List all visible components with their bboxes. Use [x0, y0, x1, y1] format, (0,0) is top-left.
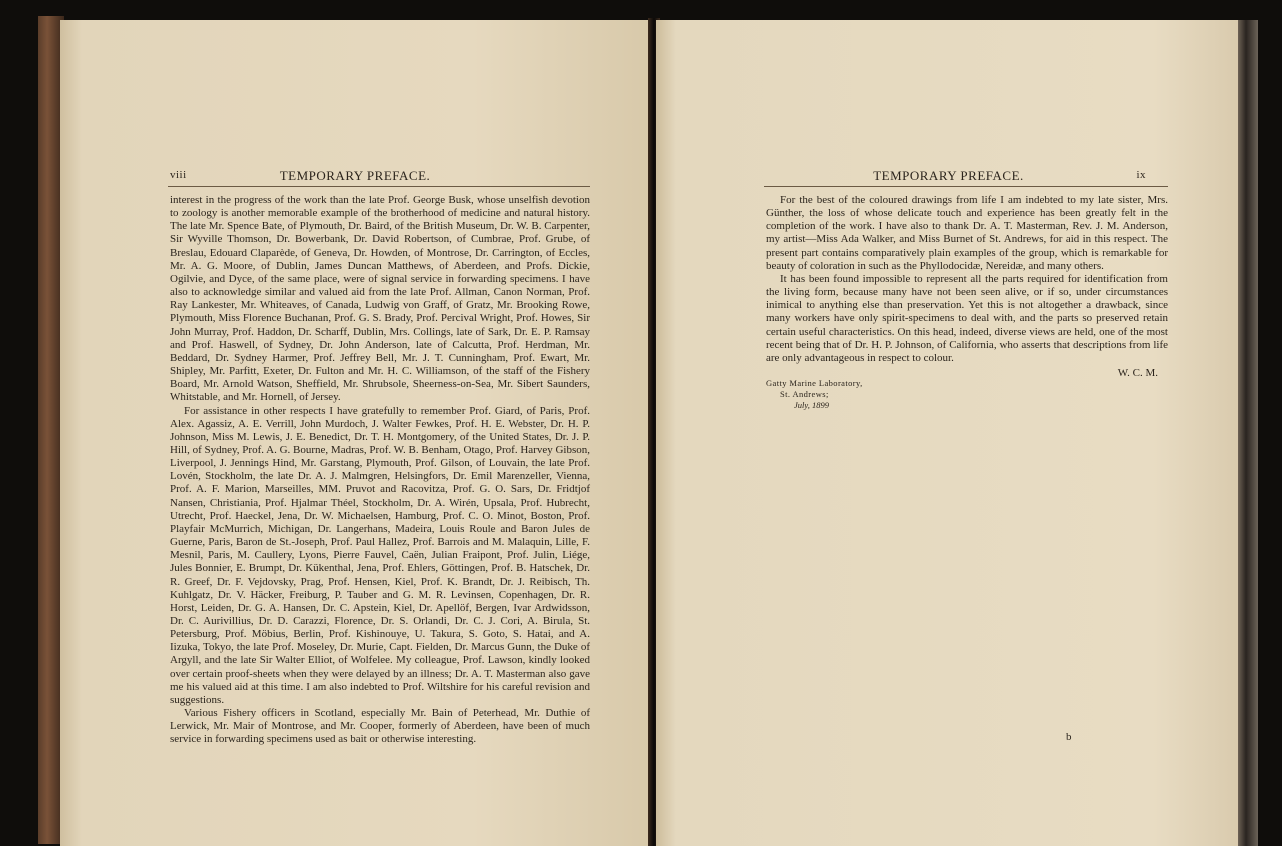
paragraph: Various Fishery officers in Scotland, especially Mr. Bain of Peterhead, Mr. Duthie of Lerwick, Mr. Mair of Montrose, and Mr. Cooper, formerly of Aberdeen, have been of much service in forwarding specimens used as bait or otherwise interesting.: [170, 707, 590, 746]
paragraph: interest in the progress of the work than the late Prof. George Busk, whose unselfish devotion to zoology is another memorable example of the brotherhood of medicine and natural history. The late Mr. Spence Bate, of Plymouth, Dr. Baird, of the British Museum, Dr. W. B. Carpenter, Sir Wyville Thomson, Dr. Bowerbank, Dr. David Robertson, of Cumbrae, Prof. Grube, of Breslau, Edouard Claparède, of Geneva, Dr. Howden, of Montrose, Dr. Carrington, of Eccles, Mr. A. G. Moore, of Dublin, James Duncan Matthews, of Aberdeen, and Profs. Dickie, Ogilvie, and Dyce, of the same place, were of signal service in forwarding specimens. I have also to acknowledge similar and valued aid from the late Prof. Allman, Canon Norman, Prof. Ray Lankester, Mr. Whiteaves, of Canada, Ludwig von Graff, of Gratz, Mr. Brooking Rowe, Plymouth, Miss Florence Buchanan, Prof. G. S. Brady, Prof. Percival Wright, Prof. Howes, Sir John Murray, Prof. Haddon, Dr. Scharff, Dublin, Mrs. Collings, late of Sark, Dr. E. P. Ramsay and Prof. Haswell, of Sydney, Dr. John Anderson, late of Calcutta, Prof. Herdman, Mr. Beddard, Dr. Sydney Harmer, Prof. Jeffrey Bell, Mr. J. T. Cunningham, Prof. Ewart, Mr. Shipley, Mr. Parfitt, Exeter, Dr. Fulton and Mr. H. C. Williamson, of the staff of the Fishery Board, Mr. Arnold Watson, Sheffield, Mr. Shrubsole, Sheerness-on-Sea, Mr. Sibert Saunders, Whitstable, and Mr. Hornell, of Jersey.: [170, 194, 590, 404]
left-running-title: TEMPORARY PREFACE.: [279, 168, 431, 183]
left-page: [60, 20, 650, 846]
left-head-rule: [168, 186, 590, 187]
dateline: [766, 378, 1168, 411]
author-initials: W. C. M.: [1117, 367, 1158, 380]
right-page: [656, 20, 1241, 846]
right-head-rule: [764, 186, 1168, 187]
dateline-place: St. Andrews;: [780, 389, 829, 400]
dateline-institution: Gatty Marine Laboratory,: [766, 378, 863, 389]
paragraph: For assistance in other respects I have gratefully to remember Prof. Giard, of Paris, Prof. Alex. Agassiz, A. E. Verrill, John Murdoch, J. Walter Fewkes, Prof. H. E. Webster, Dr. H. P. Johnson, Miss M. Lewis, J. E. Benedict, Dr. T. H. Montgomery, of the United States, Dr. J. P. Hill, of Sydney, Prof. A. G. Bourne, Madras, Prof. W. B. Benham, Otago, Prof. Harvey Gibson, Liverpool, J. Jennings Hind, Mr. Garstang, Plymouth, Prof. Gilson, of Louvain, the late Prof. Lovén, Stockholm, the late Dr. A. J. Malmgren, Helsingfors, Dr. Emil Marenzeller, Vienna, Prof. A. F. Marion, Marseilles, MM. Pruvot and Racovitza, Prof. G. O. Sars, Dr. Fridtjof Nansen, Christiania, Prof. Hjalmar Théel, Stockholm, Dr. A. Wirén, Upsala, Prof. Hubrecht, Utrecht, Prof. Haeckel, Jena, Dr. W. Michaelsen, Hamburg, Prof. C. O. Minot, Boston, Prof. Playfair McMurrich, Michigan, Dr. Langerhans, Madeira, Louis Roule and Baron Jules de Guerne, Paris, Baron de St.-Joseph, Prof. Paul Hallez, Prof. Barrois and M. Malaquin, Lille, F. Mesnil, Paris, M. Caullery, Lyons, Pierre Fauvel, Caën, Julian Fraipont, Prof. Julin, Liége, Jules Bonnier, E. Brumpt, Dr. Kükenthal, Jena, Prof. Ehlers, Göttingen, Prof. B. Hatschek, Dr. R. Greef, Dr. F. Vejdovsky, Prag, Prof. Hensen, Kiel, Prof. K. Brandt, Dr. J. Reibisch, Th. Kuhlgatz, Dr. V. Häcker, Freiburg, P. Tauber and G. M. R. Levinsen, Copenhagen, Dr. R. Horst, Leiden, Dr. G. A. Hansen, Dr. C. Apstein, Kiel, Dr. Apellöf, Bergen, Ivar Ardwidsson, Dr. C. Aurivillius, Dr. D. Carazzi, Florence, Dr. S. Orlandi, Dr. C. J. Cori, A. Birula, St. Petersburg, Prof. Möbius, Berlin, Prof. Kishinouye, U. Takura, S. Goto, S. Hatai, and A. Iizuka, Tokyo, the late Prof. Moseley, Dr. Murie, Capt. Fielden, Dr. Marcus Gunn, the Duke of Argyll, and the late Sir Walter Elliot, of Wolfelee. My colleague, Prof. Lawson, kindly looked over certain proof-sheets when they were delayed by an illness; Dr. A. T. Masterman also gave me his valued aid at this time. I am also indebted to Prof. Wiltshire for his careful revision and suggestions.: [170, 404, 590, 706]
paragraph: It has been found impossible to represent all the parts required for identification from the living form, because many have not been seen alive, or if so, under circumstances inimical to anything else than preservation. Yet this is not altogether a drawback, since many workers have only spirit-specimens to deal with, and the parts so preserved retain certain useful characteristics. On this head, indeed, diverse views are held, one of the most recent being that of Dr. H. P. Johnson, of California, who asserts that descriptions from life are only advantageous in respect to colour.: [766, 272, 1168, 364]
paragraph: For the best of the coloured drawings from life I am indebted to my late sister, Mrs. Günther, the loss of whose delicate touch and experience has been greatly felt in the completion of the work. I have also to thank Dr. A. T. Masterman, Rev. J. M. Anderson, my artist—Miss Ada Walker, and Miss Burnet of St. Andrews, for aid in this respect. The present part contains comparatively plain examples of the group, which is remarkable for beauty of coloration in such as the Phyllodocidæ, Nereidæ, and many others.: [766, 194, 1168, 272]
right-page-text: [766, 194, 1168, 411]
book-cover-edge-right: [1238, 20, 1258, 846]
left-page-number: viii: [170, 169, 187, 181]
right-page-number: ix: [1136, 169, 1146, 181]
signature-mark: b: [1066, 731, 1072, 743]
right-running-title: TEMPORARY PREFACE.: [873, 168, 1024, 183]
left-page-text: [170, 194, 590, 747]
dateline-date: July, 1899: [794, 400, 829, 411]
